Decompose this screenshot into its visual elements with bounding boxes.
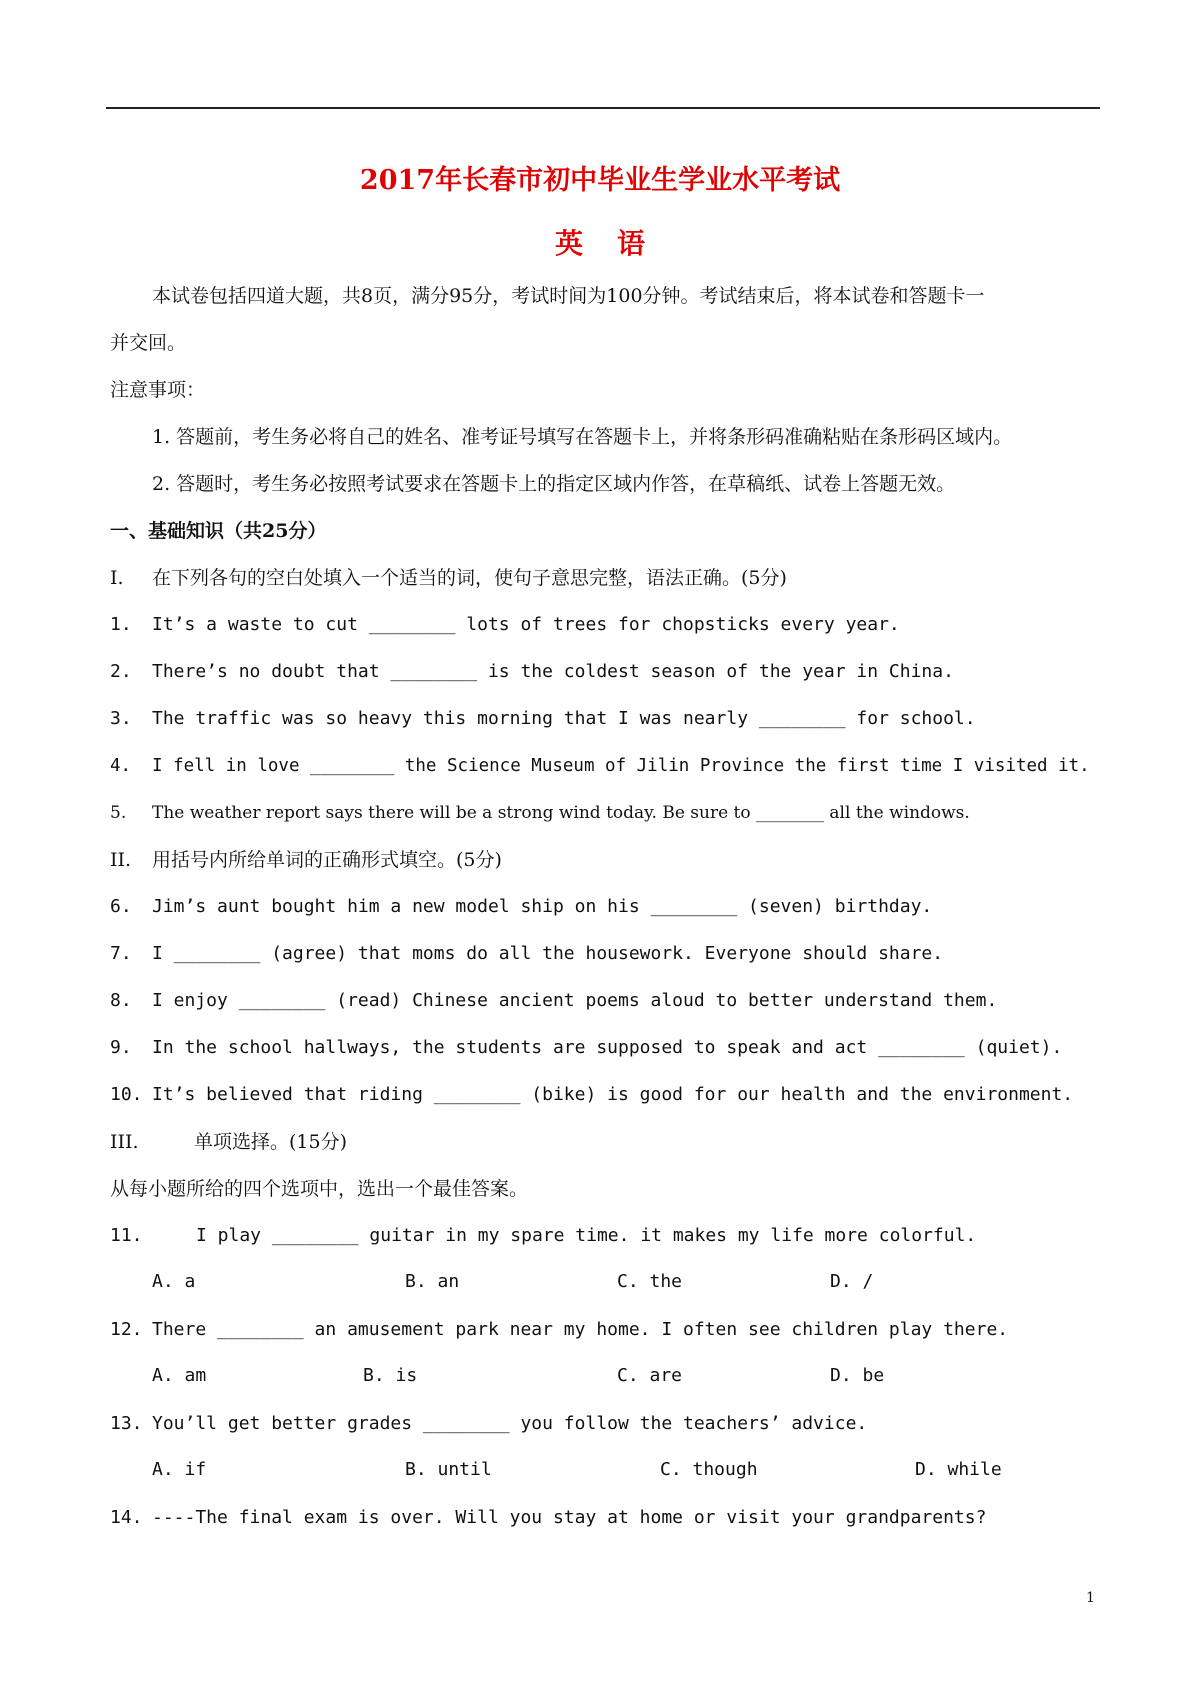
question-number: 5.	[110, 803, 127, 823]
option-c: C. though	[660, 1459, 758, 1480]
question-text: The weather report says there will be a strong wind today. Be sure to ________ all the windows.	[152, 803, 970, 823]
question-number: 6.	[110, 896, 132, 917]
page-number: 1	[1086, 1590, 1095, 1606]
question-text: ----The final exam is over. Will you stay at home or visit your grandparents?	[152, 1507, 987, 1528]
question-5	[110, 801, 970, 825]
question-number: 9.	[110, 1037, 132, 1058]
section-heading: 一、基础知识（共25分）	[110, 520, 327, 542]
question-text: It’s believed that riding ________ (bike) is good for our health and the environment.	[152, 1084, 1074, 1105]
question-text: Jim’s aunt bought him a new model ship on his ________ (seven) birthday.	[152, 896, 933, 917]
option-c: C. are	[617, 1365, 683, 1386]
question-3	[110, 707, 976, 731]
question-9	[110, 1036, 1062, 1060]
option-d: D. while	[915, 1459, 1002, 1480]
question-text: You’ll get better grades ________ you follow the teachers’ advice.	[152, 1413, 868, 1434]
question-10	[110, 1083, 1073, 1107]
option-d: D. /	[830, 1271, 874, 1292]
part-instruction: 用括号内所给单词的正确形式填空。(5分)	[152, 849, 502, 871]
question-1	[110, 613, 900, 637]
question-6	[110, 895, 932, 919]
part1-heading	[110, 566, 787, 590]
question-number: 3.	[110, 708, 132, 729]
question-2	[110, 660, 954, 684]
question-7	[110, 942, 943, 966]
question-number: 13.	[110, 1413, 143, 1434]
option-b: B. until	[405, 1459, 492, 1480]
part3-sub-instruction: 从每小题所给的四个选项中，选出一个最佳答案。	[110, 1178, 529, 1200]
question-text: I enjoy ________ (read) Chinese ancient poems aloud to better understand them.	[152, 990, 998, 1011]
intro-line-1: 本试卷包括四道大题，共8页，满分95分，考试时间为100分钟。考试结束后，将本试卷和答题卡一	[152, 285, 985, 307]
question-text: The traffic was so heavy this morning that I was nearly ________ for school.	[152, 708, 976, 729]
option-a: A. if	[152, 1459, 207, 1480]
question-4	[110, 754, 1090, 778]
question-text: In the school hallways, the students are supposed to speak and act ________ (quiet).	[152, 1037, 1063, 1058]
question-text: There ________ an amusement park near my home. I often see children play there.	[152, 1319, 1009, 1340]
question-number: 2.	[110, 661, 132, 682]
option-c: C. the	[617, 1271, 683, 1292]
question-number: 14.	[110, 1507, 143, 1528]
exam-subject: 英语	[554, 227, 679, 260]
part-instruction: 单项选择。(15分)	[194, 1131, 348, 1153]
option-d: D. be	[830, 1365, 885, 1386]
option-b: B. is	[363, 1365, 418, 1386]
question-text: I fell in love ________ the Science Museum of Jilin Province the first time I visited it.	[152, 756, 1090, 776]
question-number: 1.	[110, 614, 132, 635]
part-label: II.	[110, 849, 132, 871]
exam-title: 2017年长春市初中毕业生学业水平考试	[359, 165, 841, 196]
question-14	[110, 1506, 986, 1530]
part-label: I.	[110, 567, 124, 589]
notes-heading: 注意事项：	[110, 379, 206, 401]
part-label: III.	[110, 1131, 139, 1153]
header-rule	[106, 107, 1100, 109]
question-number: 7.	[110, 943, 132, 964]
question-text: I ________ (agree) that moms do all the housework. Everyone should share.	[152, 943, 944, 964]
option-a: A. a	[152, 1271, 196, 1292]
question-number: 10.	[110, 1084, 143, 1105]
question-number: 4.	[110, 756, 132, 776]
question-8	[110, 989, 997, 1013]
part3-heading	[110, 1130, 347, 1154]
question-number: 8.	[110, 990, 132, 1011]
question-text: There’s no doubt that ________ is the coldest season of the year in China.	[152, 661, 954, 682]
question-number: 12.	[110, 1319, 143, 1340]
note-1: 1. 答题前，考生务必将自己的姓名、准考证号填写在答题卡上，并将条形码准确粘贴在条形码区域内。	[152, 426, 1013, 448]
question-11	[110, 1224, 976, 1248]
option-a: A. am	[152, 1365, 207, 1386]
question-12	[110, 1318, 1008, 1342]
intro-line-2: 并交回。	[110, 332, 187, 354]
question-number: 11.	[110, 1225, 143, 1246]
option-b: B. an	[405, 1271, 460, 1292]
question-text: It’s a waste to cut ________ lots of trees for chopsticks every year.	[152, 614, 900, 635]
part2-heading	[110, 848, 502, 872]
question-text: I play ________ guitar in my spare time. it makes my life more colorful.	[196, 1225, 977, 1246]
part-instruction: 在下列各句的空白处填入一个适当的词，使句子意思完整，语法正确。(5分)	[152, 567, 787, 589]
question-13	[110, 1412, 867, 1436]
note-2: 2. 答题时，考生务必按照考试要求在答题卡上的指定区域内作答，在草稿纸、试卷上答题无效。	[152, 473, 956, 495]
